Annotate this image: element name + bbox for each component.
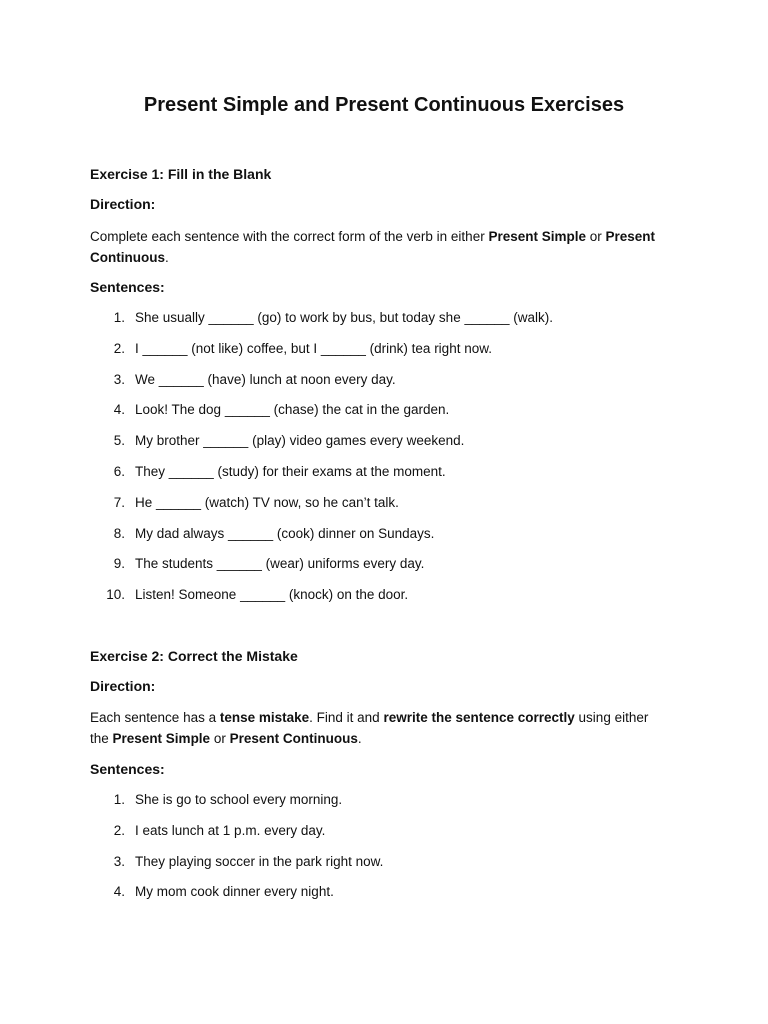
sentence-item	[90, 790, 343, 821]
direction-bold-part: Present Continuous	[229, 731, 358, 746]
exercise1-direction-label: Direction:	[90, 196, 156, 212]
sentence-number: 2.	[113, 822, 125, 838]
sentence-text: My dad always ______ (cook) dinner on Sundays.	[135, 525, 435, 541]
sentence-item	[90, 431, 465, 462]
sentence-item	[90, 585, 409, 616]
sentence-number: 3.	[113, 853, 125, 869]
direction-text-part: .	[357, 731, 362, 746]
sentence-number: 10.	[106, 587, 125, 603]
sentence-item	[90, 462, 446, 493]
direction-text-part: or	[210, 731, 230, 746]
exercise1-sentence-list	[90, 308, 553, 616]
direction-text-part: . Find it and	[309, 710, 384, 725]
exercise1-sentences-label: Sentences:	[90, 279, 165, 295]
sentence-number: 5.	[113, 433, 125, 449]
sentence-item	[90, 370, 396, 401]
sentence-number: 2.	[113, 340, 125, 356]
sentence-number: 6.	[113, 463, 125, 479]
sentence-text: She is go to school every morning.	[135, 792, 343, 807]
sentence-number: 4.	[113, 884, 125, 900]
sentence-item	[90, 400, 450, 431]
direction-text-part: Complete each sentence with the correct form of the verb in either	[90, 229, 489, 244]
exercise2-sentences-label: Sentences:	[90, 761, 165, 777]
sentence-text: I eats lunch at 1 p.m. every day.	[135, 822, 326, 838]
sentence-text: She usually ______ (go) to work by bus, but today she ______ (walk).	[135, 310, 553, 325]
direction-bold-part: Present Simple	[112, 731, 211, 746]
sentence-text: He ______ (watch) TV now, so he can’t talk.	[135, 494, 399, 510]
sentence-text: Look! The dog ______ (chase) the cat in the garden.	[135, 402, 450, 418]
direction-text-part: Each sentence has a	[90, 710, 220, 725]
direction-bold-part: Present Simple	[488, 229, 586, 244]
sentence-number: 1.	[113, 792, 125, 807]
exercise2-sentence-list	[90, 790, 384, 913]
direction-text-part: using either the	[90, 710, 649, 746]
sentence-item	[90, 554, 425, 585]
direction-text-part: or	[586, 229, 606, 244]
sentence-number: 9.	[113, 556, 125, 572]
exercise2-heading: Exercise 2: Correct the Mistake	[90, 648, 298, 664]
sentence-item	[90, 852, 384, 883]
exercise2-direction-label: Direction:	[90, 678, 156, 694]
sentence-number: 4.	[113, 402, 125, 418]
exercise1-direction-text	[90, 226, 680, 268]
sentence-item	[90, 493, 399, 524]
sentence-text: My mom cook dinner every night.	[135, 884, 334, 900]
direction-bold-part: tense mistake	[219, 710, 310, 725]
sentence-text: Listen! Someone ______ (knock) on the door.	[135, 587, 409, 603]
direction-bold-part: rewrite the sentence correctly	[383, 710, 575, 725]
sentence-number: 1.	[113, 310, 125, 325]
sentence-item	[90, 339, 492, 370]
direction-text-part: .	[164, 250, 169, 265]
sentence-item	[90, 821, 326, 852]
direction-bold-part: Present Continuous	[90, 229, 656, 265]
sentence-text: They playing soccer in the park right now.	[135, 853, 384, 869]
sentence-item	[90, 308, 553, 339]
exercise2-direction-text	[90, 707, 650, 749]
sentence-text: We ______ (have) lunch at noon every day.	[135, 371, 396, 387]
sentence-text: The students ______ (wear) uniforms every day.	[135, 556, 425, 572]
document-title: Present Simple and Present Continuous Exercises	[143, 94, 625, 116]
sentence-item	[90, 882, 334, 913]
sentence-text: I ______ (not like) coffee, but I ______ (drink) tea right now.	[135, 340, 492, 356]
sentence-number: 8.	[113, 525, 125, 541]
sentence-text: They ______ (study) for their exams at the moment.	[135, 463, 446, 479]
exercise1-heading: Exercise 1: Fill in the Blank	[90, 166, 272, 182]
sentence-text: My brother ______ (play) video games every weekend.	[135, 433, 465, 449]
sentence-number: 7.	[113, 494, 125, 510]
sentence-number: 3.	[113, 371, 125, 387]
sentence-item	[90, 524, 435, 555]
